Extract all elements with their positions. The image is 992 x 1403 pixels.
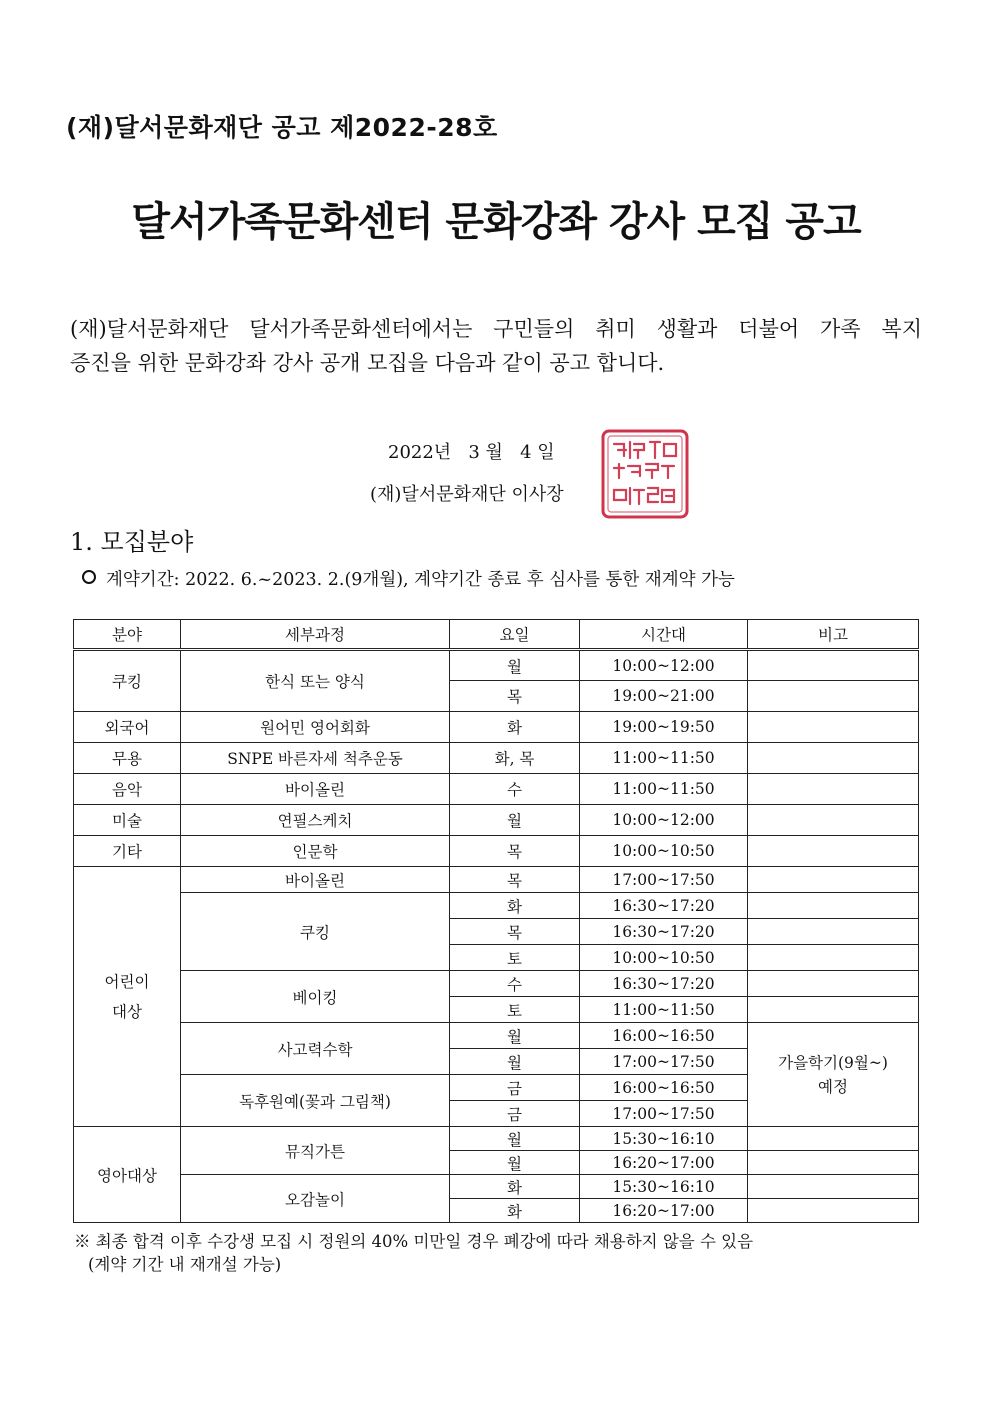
- contract-period-bullet: [82, 566, 735, 591]
- intro-line-2: 증진을 위한 문화강좌 강사 공개 모집을 다음과 같이 공고 합니다.: [70, 351, 665, 375]
- remark-cell: [748, 919, 919, 945]
- table-row: [74, 774, 919, 805]
- table-row: [74, 650, 919, 681]
- time-cell: 17:00~17:50: [580, 1049, 748, 1075]
- course-cell: 뮤직가튼: [181, 1127, 450, 1175]
- field-cell: 쿠킹: [74, 650, 181, 712]
- header-time: 시간대: [580, 620, 748, 650]
- time-cell: 10:00~10:50: [580, 836, 748, 867]
- day-cell: 토: [450, 945, 580, 971]
- course-cell: 원어민 영어회화: [181, 712, 450, 743]
- day-cell: 수: [450, 774, 580, 805]
- remark-cell: [748, 650, 919, 681]
- course-cell: 쿠킹: [181, 893, 450, 971]
- remark-cell: [748, 867, 919, 893]
- day-cell: 화: [450, 1175, 580, 1199]
- course-cell: 바이올린: [181, 867, 450, 893]
- notice-date: 2022년 3 월 4 일: [388, 442, 555, 463]
- issuer-name: (재)달서문화재단 이사장: [370, 484, 564, 505]
- remark-cell: [748, 945, 919, 971]
- time-cell: 16:30~17:20: [580, 919, 748, 945]
- remark-cell: [748, 971, 919, 997]
- day-cell: 목: [450, 681, 580, 712]
- day-cell: 월: [450, 1127, 580, 1151]
- table-row: [74, 743, 919, 774]
- time-cell: 10:00~12:00: [580, 805, 748, 836]
- course-cell: 한식 또는 양식: [181, 650, 450, 712]
- day-cell: 화: [450, 893, 580, 919]
- remark-cell: [748, 997, 919, 1023]
- field-cell-infant: 영아대상: [74, 1127, 181, 1223]
- contract-period-text: 계약기간: 2022. 6.~2023. 2.(9개월), 계약기간 종료 후 심사를 통한 재계약 가능: [106, 570, 735, 590]
- course-cell: 연필스케치: [181, 805, 450, 836]
- course-cell: SNPE 바른자세 척추운동: [181, 743, 450, 774]
- field-cell: 음악: [74, 774, 181, 805]
- time-cell: 10:00~10:50: [580, 945, 748, 971]
- day-cell: 월: [450, 650, 580, 681]
- day-cell: 금: [450, 1075, 580, 1101]
- remark-cell: [748, 774, 919, 805]
- table-row: [74, 1175, 919, 1199]
- footnote-line-1: ※ 최종 합격 이후 수강생 모집 시 정원의 40% 미만일 경우 폐강에 따라 채용하지 않을 수 있음: [74, 1232, 754, 1251]
- time-cell: 16:00~16:50: [580, 1023, 748, 1049]
- day-cell: 월: [450, 1023, 580, 1049]
- course-cell: 바이올린: [181, 774, 450, 805]
- day-cell: 화, 목: [450, 743, 580, 774]
- remark-cell: [748, 1199, 919, 1223]
- time-cell: 16:00~16:50: [580, 1075, 748, 1101]
- course-cell: 오감놀이: [181, 1175, 450, 1223]
- table-row: [74, 867, 919, 893]
- notice-number: (재)달서문화재단 공고 제2022-28호: [66, 113, 498, 142]
- header-remark: 비고: [748, 620, 919, 650]
- table-row: [74, 805, 919, 836]
- day-cell: 토: [450, 997, 580, 1023]
- field-cell: 무용: [74, 743, 181, 774]
- day-cell: 목: [450, 867, 580, 893]
- page-title: 달서가족문화센터 문화강좌 강사 모집 공고: [131, 199, 861, 245]
- time-cell: 10:00~12:00: [580, 650, 748, 681]
- table-row: [74, 1127, 919, 1151]
- section-heading: 1. 모집분야: [70, 528, 194, 556]
- day-cell: 수: [450, 971, 580, 997]
- day-cell: 월: [450, 1049, 580, 1075]
- time-cell: 19:00~19:50: [580, 712, 748, 743]
- remark-fall-semester: 가을학기(9월~) 예정: [748, 1023, 919, 1127]
- time-cell: 11:00~11:50: [580, 743, 748, 774]
- field-cell-kids: 어린이 대상: [74, 867, 181, 1127]
- remark-cell: [748, 681, 919, 712]
- official-seal-stamp: [600, 428, 690, 520]
- time-cell: 16:30~17:20: [580, 971, 748, 997]
- day-cell: 목: [450, 919, 580, 945]
- remark-cell: [748, 1151, 919, 1175]
- time-cell: 15:30~16:10: [580, 1127, 748, 1151]
- field-cell: 기타: [74, 836, 181, 867]
- time-cell: 17:00~17:50: [580, 867, 748, 893]
- table-row: [74, 893, 919, 919]
- course-cell: 인문학: [181, 836, 450, 867]
- remark-cell: [748, 1127, 919, 1151]
- time-cell: 11:00~11:50: [580, 997, 748, 1023]
- course-cell: 독후원예(꽃과 그림책): [181, 1075, 450, 1127]
- header-day: 요일: [450, 620, 580, 650]
- day-cell: 목: [450, 836, 580, 867]
- field-cell: 미술: [74, 805, 181, 836]
- table-header-row: [74, 620, 919, 650]
- remark-cell: [748, 743, 919, 774]
- footnote-line-2: (계약 기간 내 재개설 가능): [88, 1255, 282, 1274]
- time-cell: 16:20~17:00: [580, 1199, 748, 1223]
- time-cell: 16:30~17:20: [580, 893, 748, 919]
- header-field: 분야: [74, 620, 181, 650]
- course-cell: 사고력수학: [181, 1023, 450, 1075]
- hollow-circle-bullet-icon: [82, 570, 96, 584]
- remark-cell: [748, 836, 919, 867]
- table-row: [74, 971, 919, 997]
- remark-cell: [748, 712, 919, 743]
- day-cell: 월: [450, 805, 580, 836]
- time-cell: 19:00~21:00: [580, 681, 748, 712]
- header-course: 세부과정: [181, 620, 450, 650]
- table-row: [74, 836, 919, 867]
- field-cell: 외국어: [74, 712, 181, 743]
- day-cell: 화: [450, 712, 580, 743]
- remark-cell: [748, 805, 919, 836]
- day-cell: 월: [450, 1151, 580, 1175]
- table-row: [74, 712, 919, 743]
- time-cell: 16:20~17:00: [580, 1151, 748, 1175]
- intro-paragraph: [70, 312, 922, 380]
- day-cell: 화: [450, 1199, 580, 1223]
- time-cell: 17:00~17:50: [580, 1101, 748, 1127]
- time-cell: 11:00~11:50: [580, 774, 748, 805]
- intro-line-1: (재)달서문화재단 달서가족문화센터에서는 구민들의 취미 생활과 더불어 가족 복지: [70, 317, 922, 341]
- table-row: [74, 1023, 919, 1049]
- schedule-table: [73, 619, 919, 1223]
- remark-cell: [748, 893, 919, 919]
- footnote: [74, 1230, 922, 1276]
- time-cell: 15:30~16:10: [580, 1175, 748, 1199]
- remark-cell: [748, 1175, 919, 1199]
- course-cell: 베이킹: [181, 971, 450, 1023]
- day-cell: 금: [450, 1101, 580, 1127]
